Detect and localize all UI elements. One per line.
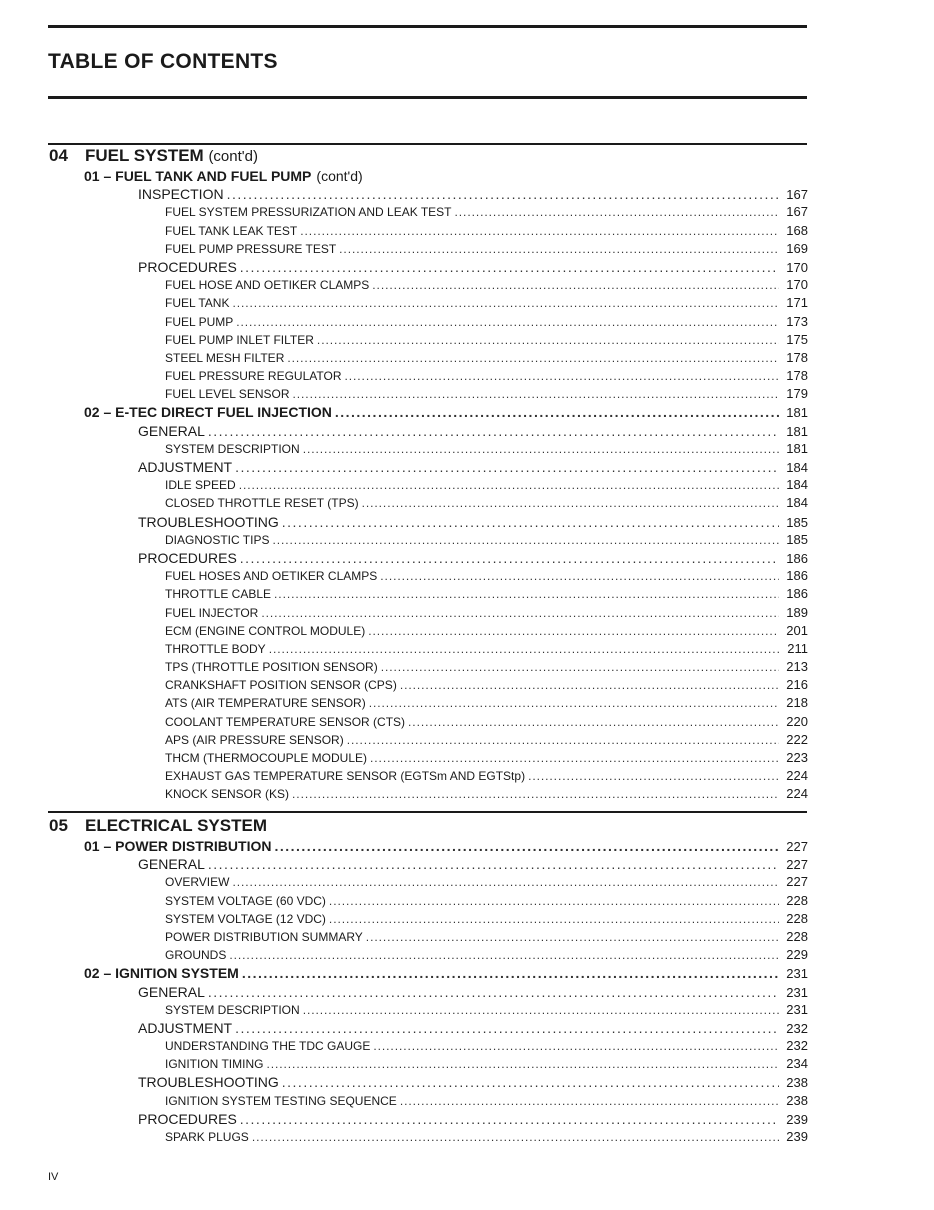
- toc-entry-label-text: FUEL LEVEL SENSOR: [165, 387, 290, 402]
- toc-page-number: 186: [786, 586, 808, 602]
- toc-entry-label-text: FUEL TANK LEAK TEST: [165, 223, 298, 238]
- toc-entry-label: [165, 585, 271, 603]
- toc-entry-label-text: GENERAL: [138, 422, 205, 439]
- toc-subheading-entry[interactable]: [48, 331, 808, 349]
- toc-entry-label-text: DIAGNOSTIC TIPS: [165, 532, 270, 547]
- section-number: 04: [49, 146, 68, 165]
- toc-entry-label-suffix: (cont'd): [316, 168, 363, 184]
- toc-entry-label-text: TROUBLESHOOTING: [138, 1074, 279, 1091]
- toc-entry-label-text: POWER DISTRIBUTION SUMMARY: [165, 929, 363, 944]
- toc-entry-label-text: CRANKSHAFT POSITION SENSOR (CPS): [165, 678, 397, 693]
- toc-subheading-entry[interactable]: [48, 749, 808, 767]
- toc-entry-label-text: 01 – FUEL TANK AND FUEL PUMP: [84, 168, 312, 184]
- toc-subheading-entry[interactable]: [48, 767, 808, 785]
- toc-entries: [48, 837, 808, 1146]
- toc-entry-label-text: PROCEDURES: [138, 549, 237, 566]
- toc-entry-label: [138, 258, 237, 276]
- toc-entry-label: [84, 167, 363, 185]
- section-title-text: ELECTRICAL SYSTEM: [85, 816, 267, 835]
- toc-subheading-entry[interactable]: [48, 240, 808, 258]
- dot-leader: [303, 1001, 779, 1019]
- toc-entry-label: [165, 604, 258, 622]
- dot-leader: [239, 476, 779, 494]
- toc-chapter-entry[interactable]: [48, 964, 808, 982]
- toc-page-number: 179: [786, 386, 808, 402]
- toc-entry-label: [165, 385, 290, 403]
- dot-leader: [208, 983, 779, 1001]
- toc-page-number: 181: [786, 423, 808, 439]
- toc-page-number: 218: [786, 695, 808, 711]
- toc-page-number: 186: [786, 568, 808, 584]
- toc-subheading-entry[interactable]: [48, 785, 808, 803]
- toc-entry-label: [138, 458, 232, 476]
- dot-leader: [292, 785, 779, 803]
- toc-entry-label: [165, 476, 236, 494]
- toc-subheading-entry[interactable]: [48, 222, 808, 240]
- dot-leader: [232, 294, 779, 312]
- dot-leader: [240, 1110, 779, 1128]
- toc-page-number: 238: [786, 1075, 808, 1091]
- dot-leader: [400, 1092, 779, 1110]
- dot-leader: [240, 549, 779, 567]
- toc-subheading-entry[interactable]: [48, 276, 808, 294]
- toc-page-number: 167: [786, 204, 808, 220]
- toc-subheading-entry[interactable]: [48, 604, 808, 622]
- toc-heading-entry[interactable]: [48, 422, 808, 440]
- toc-entry-label-text: FUEL PUMP PRESSURE TEST: [165, 241, 337, 256]
- toc-entry-label-text: FUEL INJECTOR: [165, 605, 259, 620]
- toc-subheading-entry[interactable]: [48, 910, 808, 928]
- toc-subheading-entry[interactable]: [48, 313, 808, 331]
- toc-entry-label: [165, 785, 289, 803]
- toc-subheading-entry[interactable]: [48, 476, 808, 494]
- toc-page-number: 228: [786, 910, 808, 926]
- toc-subheading-entry[interactable]: [48, 294, 808, 312]
- toc-page-number: 224: [786, 768, 808, 784]
- dot-leader: [366, 928, 779, 946]
- toc-page-number: 184: [786, 495, 808, 511]
- toc-entry-label-text: GENERAL: [138, 856, 205, 873]
- toc-entry-label-text: UNDERSTANDING THE TDC GAUGE: [165, 1039, 371, 1054]
- dot-leader: [300, 222, 779, 240]
- toc-entry-label: [165, 367, 341, 385]
- toc-entry-label-text: PROCEDURES: [138, 1110, 237, 1127]
- page-number-label: IV: [48, 1171, 59, 1183]
- toc-heading-entry[interactable]: [48, 1019, 808, 1037]
- toc-page-number: 175: [786, 331, 808, 347]
- toc-page-number: 220: [786, 713, 808, 729]
- toc-subheading-entry[interactable]: [48, 349, 808, 367]
- toc-entry-label: [165, 658, 378, 676]
- dot-leader: [303, 440, 779, 458]
- section-header: [48, 815, 808, 837]
- toc-entry-label-text: ATS (AIR TEMPERATURE SENSOR): [165, 696, 366, 711]
- toc-entry-label-text: IGNITION SYSTEM TESTING SEQUENCE: [165, 1093, 397, 1108]
- toc-entry-label: [165, 294, 229, 312]
- toc-entry-label-text: PROCEDURES: [138, 258, 237, 275]
- dot-leader: [252, 1128, 779, 1146]
- section-title: [85, 815, 267, 838]
- toc-page-number: 171: [786, 295, 808, 311]
- dot-leader: [208, 422, 779, 440]
- dot-leader: [208, 855, 779, 873]
- dot-leader: [372, 276, 779, 294]
- toc-entry-label-text: GENERAL: [138, 983, 205, 1000]
- toc-entry-label: [165, 1001, 300, 1019]
- toc-subheading-entry[interactable]: [48, 873, 808, 891]
- toc-section-04: [48, 145, 808, 804]
- dot-leader: [236, 313, 779, 331]
- toc-page-number: 227: [786, 839, 808, 854]
- toc-page-number: 185: [786, 514, 808, 530]
- toc-page-number: 234: [786, 1056, 808, 1072]
- toc-subheading-entry[interactable]: [48, 1092, 808, 1110]
- toc-entry-label: [165, 1128, 249, 1146]
- toc-page-number: 232: [786, 1038, 808, 1054]
- toc-section-05: [48, 815, 808, 1146]
- dot-leader: [274, 585, 779, 603]
- dot-leader: [380, 567, 779, 585]
- toc-entry-label-text: FUEL TANK: [165, 296, 230, 311]
- toc-page-number: 169: [786, 240, 808, 256]
- dot-leader: [235, 1019, 779, 1037]
- dot-leader: [282, 513, 779, 531]
- toc-page-number: 213: [786, 659, 808, 675]
- toc-subheading-entry[interactable]: [48, 713, 808, 731]
- toc-entry-label: [165, 1055, 263, 1073]
- toc-subheading-entry[interactable]: [48, 440, 808, 458]
- toc-subheading-entry[interactable]: [48, 731, 808, 749]
- page-title: TABLE OF CONTENTS: [48, 50, 278, 73]
- toc-entry-label: [165, 440, 300, 458]
- toc-entry-label-text: IGNITION TIMING: [165, 1057, 264, 1072]
- toc-entry-label-text: GROUNDS: [165, 948, 227, 963]
- toc-entry-label-text: ECM (ENGINE CONTROL MODULE): [165, 623, 366, 638]
- toc-entry-label-text: FUEL SYSTEM PRESSURIZATION AND LEAK TEST: [165, 205, 452, 220]
- toc-entry-label: [138, 983, 205, 1001]
- dot-leader: [339, 240, 779, 258]
- toc-entry-label-text: SYSTEM VOLTAGE (60 VDC): [165, 893, 326, 908]
- toc-entry-label: [165, 892, 326, 910]
- toc-entry-label-text: KNOCK SENSOR (KS): [165, 787, 290, 802]
- dot-leader: [235, 458, 779, 476]
- toc-heading-entry[interactable]: [48, 513, 808, 531]
- toc-heading-entry[interactable]: [48, 855, 808, 873]
- dot-leader: [229, 946, 779, 964]
- dot-leader: [242, 964, 779, 982]
- toc-entry-label: [84, 964, 239, 982]
- dot-leader: [274, 837, 779, 855]
- dot-leader: [362, 494, 779, 512]
- toc-entry-label: [165, 749, 367, 767]
- dot-leader: [329, 910, 779, 928]
- toc-page-number: 231: [786, 1001, 808, 1017]
- toc-entry-label-text: THROTTLE CABLE: [165, 587, 272, 602]
- toc-page-number: 181: [786, 440, 808, 456]
- toc-subheading-entry[interactable]: [48, 585, 808, 603]
- toc-entry-label: [165, 1092, 397, 1110]
- toc-subheading-entry[interactable]: [48, 640, 808, 658]
- toc-entry-label: [138, 549, 237, 567]
- toc-entry-label-text: INSPECTION: [138, 186, 224, 203]
- toc-entry-label: [165, 331, 314, 349]
- toc-page-number: 239: [786, 1129, 808, 1144]
- toc-entry-label-text: TPS (THROTTLE POSITION SENSOR): [165, 660, 378, 675]
- toc-subheading-entry[interactable]: [48, 946, 808, 964]
- toc-entry-label: [165, 622, 365, 640]
- top-rule: [48, 25, 807, 28]
- dot-leader: [347, 731, 779, 749]
- toc-entry-label: [165, 767, 525, 785]
- toc-entries: [48, 167, 808, 804]
- toc-subheading-entry[interactable]: [48, 385, 808, 403]
- toc-subheading-entry[interactable]: [48, 892, 808, 910]
- toc-subheading-entry[interactable]: [48, 694, 808, 712]
- toc-entry-label: [165, 713, 405, 731]
- toc-entry-label: [165, 731, 344, 749]
- toc-entry-label: [84, 837, 271, 855]
- toc-entry-label: [165, 694, 366, 712]
- toc-entry-label: [84, 403, 332, 421]
- toc-entry-label: [165, 910, 326, 928]
- toc-subheading-entry[interactable]: [48, 494, 808, 512]
- toc-entry-label-text: SYSTEM DESCRIPTION: [165, 1002, 300, 1017]
- toc-subheading-entry[interactable]: [48, 567, 808, 585]
- toc-page-number: 170: [786, 277, 808, 293]
- section-header: [48, 145, 808, 167]
- toc-page-number: 227: [786, 857, 808, 873]
- dot-leader: [381, 658, 779, 676]
- toc-entry-label-text: EXHAUST GAS TEMPERATURE SENSOR (EGTSm AND EGTStp): [165, 769, 526, 784]
- toc-subheading-entry[interactable]: [48, 622, 808, 640]
- section-title: [85, 145, 258, 168]
- toc-entry-label: [165, 567, 377, 585]
- toc-entry-label-text: 02 – IGNITION SYSTEM: [84, 965, 239, 982]
- toc-entry-label-text: TROUBLESHOOTING: [138, 513, 279, 530]
- toc-page-number: 227: [786, 874, 808, 890]
- toc-entry-label: [165, 873, 229, 891]
- toc-page-number: 178: [786, 349, 808, 365]
- dot-leader: [344, 367, 779, 385]
- toc-entry-label: [138, 1110, 237, 1128]
- toc-page-number: 185: [786, 531, 808, 547]
- dot-leader: [329, 892, 779, 910]
- toc-page-number: 178: [786, 368, 808, 384]
- toc-entry-label: [165, 494, 359, 512]
- toc-page-number: 167: [786, 187, 808, 203]
- toc-page-number: 189: [786, 604, 808, 620]
- toc-entry-label: [138, 513, 279, 531]
- dot-leader: [528, 767, 779, 785]
- toc-entry-label-text: STEEL MESH FILTER: [165, 350, 285, 365]
- toc-page-number: 229: [786, 947, 808, 963]
- toc-page-number: 181: [786, 405, 808, 421]
- dot-leader: [369, 694, 779, 712]
- toc-entry-label-text: FUEL PUMP: [165, 314, 234, 329]
- toc-chapter-entry[interactable]: [48, 403, 808, 421]
- toc-page-number: 211: [787, 640, 808, 656]
- toc-entry-label: [165, 276, 369, 294]
- dot-leader: [266, 1055, 779, 1073]
- section-title-suffix: (cont'd): [208, 148, 258, 165]
- toc-entry-label-text: 02 – E-TEC DIRECT FUEL INJECTION: [84, 404, 332, 421]
- toc-entry-label-text: 01 – POWER DISTRIBUTION: [84, 838, 272, 854]
- toc-heading-entry[interactable]: [48, 1073, 808, 1091]
- toc-entry-label: [138, 185, 224, 203]
- toc-page-number: 223: [786, 750, 808, 765]
- dot-leader: [368, 622, 779, 640]
- toc-entry-label: [138, 1019, 232, 1037]
- toc-subheading-entry[interactable]: [48, 928, 808, 946]
- toc-chapter-entry[interactable]: [48, 837, 808, 855]
- toc-subheading-entry[interactable]: [48, 1055, 808, 1073]
- section-title-text: FUEL SYSTEM: [85, 146, 204, 165]
- dot-leader: [261, 604, 779, 622]
- toc-subheading-entry[interactable]: [48, 1037, 808, 1055]
- toc-heading-entry[interactable]: [48, 549, 808, 567]
- toc-entry-label-text: COOLANT TEMPERATURE SENSOR (CTS): [165, 714, 406, 729]
- toc-page-number: 201: [786, 622, 808, 638]
- toc-entry-label-text: CLOSED THROTTLE RESET (TPS): [165, 496, 359, 511]
- toc-entry-label-text: SPARK PLUGS: [165, 1130, 249, 1144]
- dot-leader: [317, 331, 779, 349]
- toc-entry-label: [165, 946, 226, 964]
- toc-heading-entry[interactable]: [48, 458, 808, 476]
- dot-leader: [335, 403, 779, 421]
- toc-heading-entry[interactable]: [48, 185, 808, 203]
- toc-entry-label: [165, 531, 269, 549]
- title-underline-rule: [48, 96, 807, 99]
- dot-leader: [287, 349, 779, 367]
- toc-page-number: 231: [786, 984, 808, 1000]
- toc-page-number: 222: [786, 731, 808, 747]
- section-number: 05: [49, 816, 68, 835]
- toc-entry-label: [138, 855, 205, 873]
- toc-entry-label: [165, 676, 397, 694]
- toc-page-number: 224: [786, 786, 808, 802]
- toc-page-number: 228: [786, 928, 808, 944]
- toc-heading-entry[interactable]: [48, 1110, 808, 1128]
- toc-subheading-entry[interactable]: [48, 531, 808, 549]
- dot-leader: [272, 531, 779, 549]
- toc-entry-label-text: THCM (THERMOCOUPLE MODULE): [165, 751, 368, 765]
- toc-page-number: 168: [786, 222, 808, 238]
- toc-entry-label-text: FUEL PUMP INLET FILTER: [165, 332, 314, 347]
- toc-subheading-entry[interactable]: [48, 367, 808, 385]
- toc-page-number: 173: [786, 313, 808, 329]
- dot-leader: [408, 713, 779, 731]
- toc-page-number: 170: [786, 259, 808, 275]
- toc-entry-label-text: FUEL PRESSURE REGULATOR: [165, 369, 342, 384]
- toc-subheading-entry[interactable]: [48, 1128, 808, 1146]
- toc-entry-label: [165, 1037, 370, 1055]
- toc-subheading-entry[interactable]: [48, 203, 808, 221]
- toc-entry-label-text: SYSTEM VOLTAGE (12 VDC): [165, 911, 326, 926]
- dot-leader: [227, 185, 779, 203]
- toc-entry-label: [165, 349, 284, 367]
- toc-entry-label: [165, 640, 266, 658]
- toc-subheading-entry[interactable]: [48, 1001, 808, 1019]
- toc-page-number: 238: [786, 1092, 808, 1108]
- dot-leader: [240, 258, 779, 276]
- toc-heading-entry[interactable]: [48, 258, 808, 276]
- toc-subheading-entry[interactable]: [48, 658, 808, 676]
- section-05-rule: [48, 811, 807, 813]
- toc-page-number: 232: [786, 1020, 808, 1036]
- dot-leader: [293, 385, 780, 403]
- dot-leader: [370, 749, 779, 767]
- toc-entry-label-text: ADJUSTMENT: [138, 1019, 233, 1036]
- toc-entry-label-text: SYSTEM DESCRIPTION: [165, 441, 300, 456]
- toc-entry-label-text: OVERVIEW: [165, 875, 230, 890]
- toc-page-number: 228: [786, 892, 808, 908]
- toc-entry-label: [165, 313, 233, 331]
- toc-page-number: 216: [786, 677, 808, 693]
- toc-page-number: 239: [786, 1111, 808, 1127]
- toc-entry-label: [165, 222, 297, 240]
- dot-leader: [455, 203, 779, 221]
- toc-page-number: 231: [786, 966, 808, 982]
- toc-entry-label-text: FUEL HOSES AND OETIKER CLAMPS: [165, 569, 378, 584]
- dot-leader: [232, 873, 779, 891]
- dot-leader: [373, 1037, 779, 1055]
- toc-entry-label-text: THROTTLE BODY: [165, 641, 266, 656]
- toc-chapter-entry[interactable]: [48, 167, 808, 185]
- toc-entry-label: [138, 1073, 279, 1091]
- toc-entry-label: [165, 203, 452, 221]
- toc-heading-entry[interactable]: [48, 983, 808, 1001]
- toc-page-number: 184: [786, 477, 808, 493]
- toc-entry-label: [165, 240, 336, 258]
- dot-leader: [269, 640, 779, 658]
- toc-page-number: 186: [786, 550, 808, 566]
- toc-entry-label: [138, 422, 205, 440]
- dot-leader: [400, 676, 779, 694]
- toc-entry-label-text: FUEL HOSE AND OETIKER CLAMPS: [165, 278, 370, 293]
- toc-entry-label-text: IDLE SPEED: [165, 478, 236, 493]
- dot-leader: [282, 1073, 779, 1091]
- toc-entry-label-text: APS (AIR PRESSURE SENSOR): [165, 732, 344, 747]
- toc-page-number: 184: [786, 460, 808, 475]
- toc-entry-label: [165, 928, 363, 946]
- toc-subheading-entry[interactable]: [48, 676, 808, 694]
- toc-entry-label-text: ADJUSTMENT: [138, 459, 233, 475]
